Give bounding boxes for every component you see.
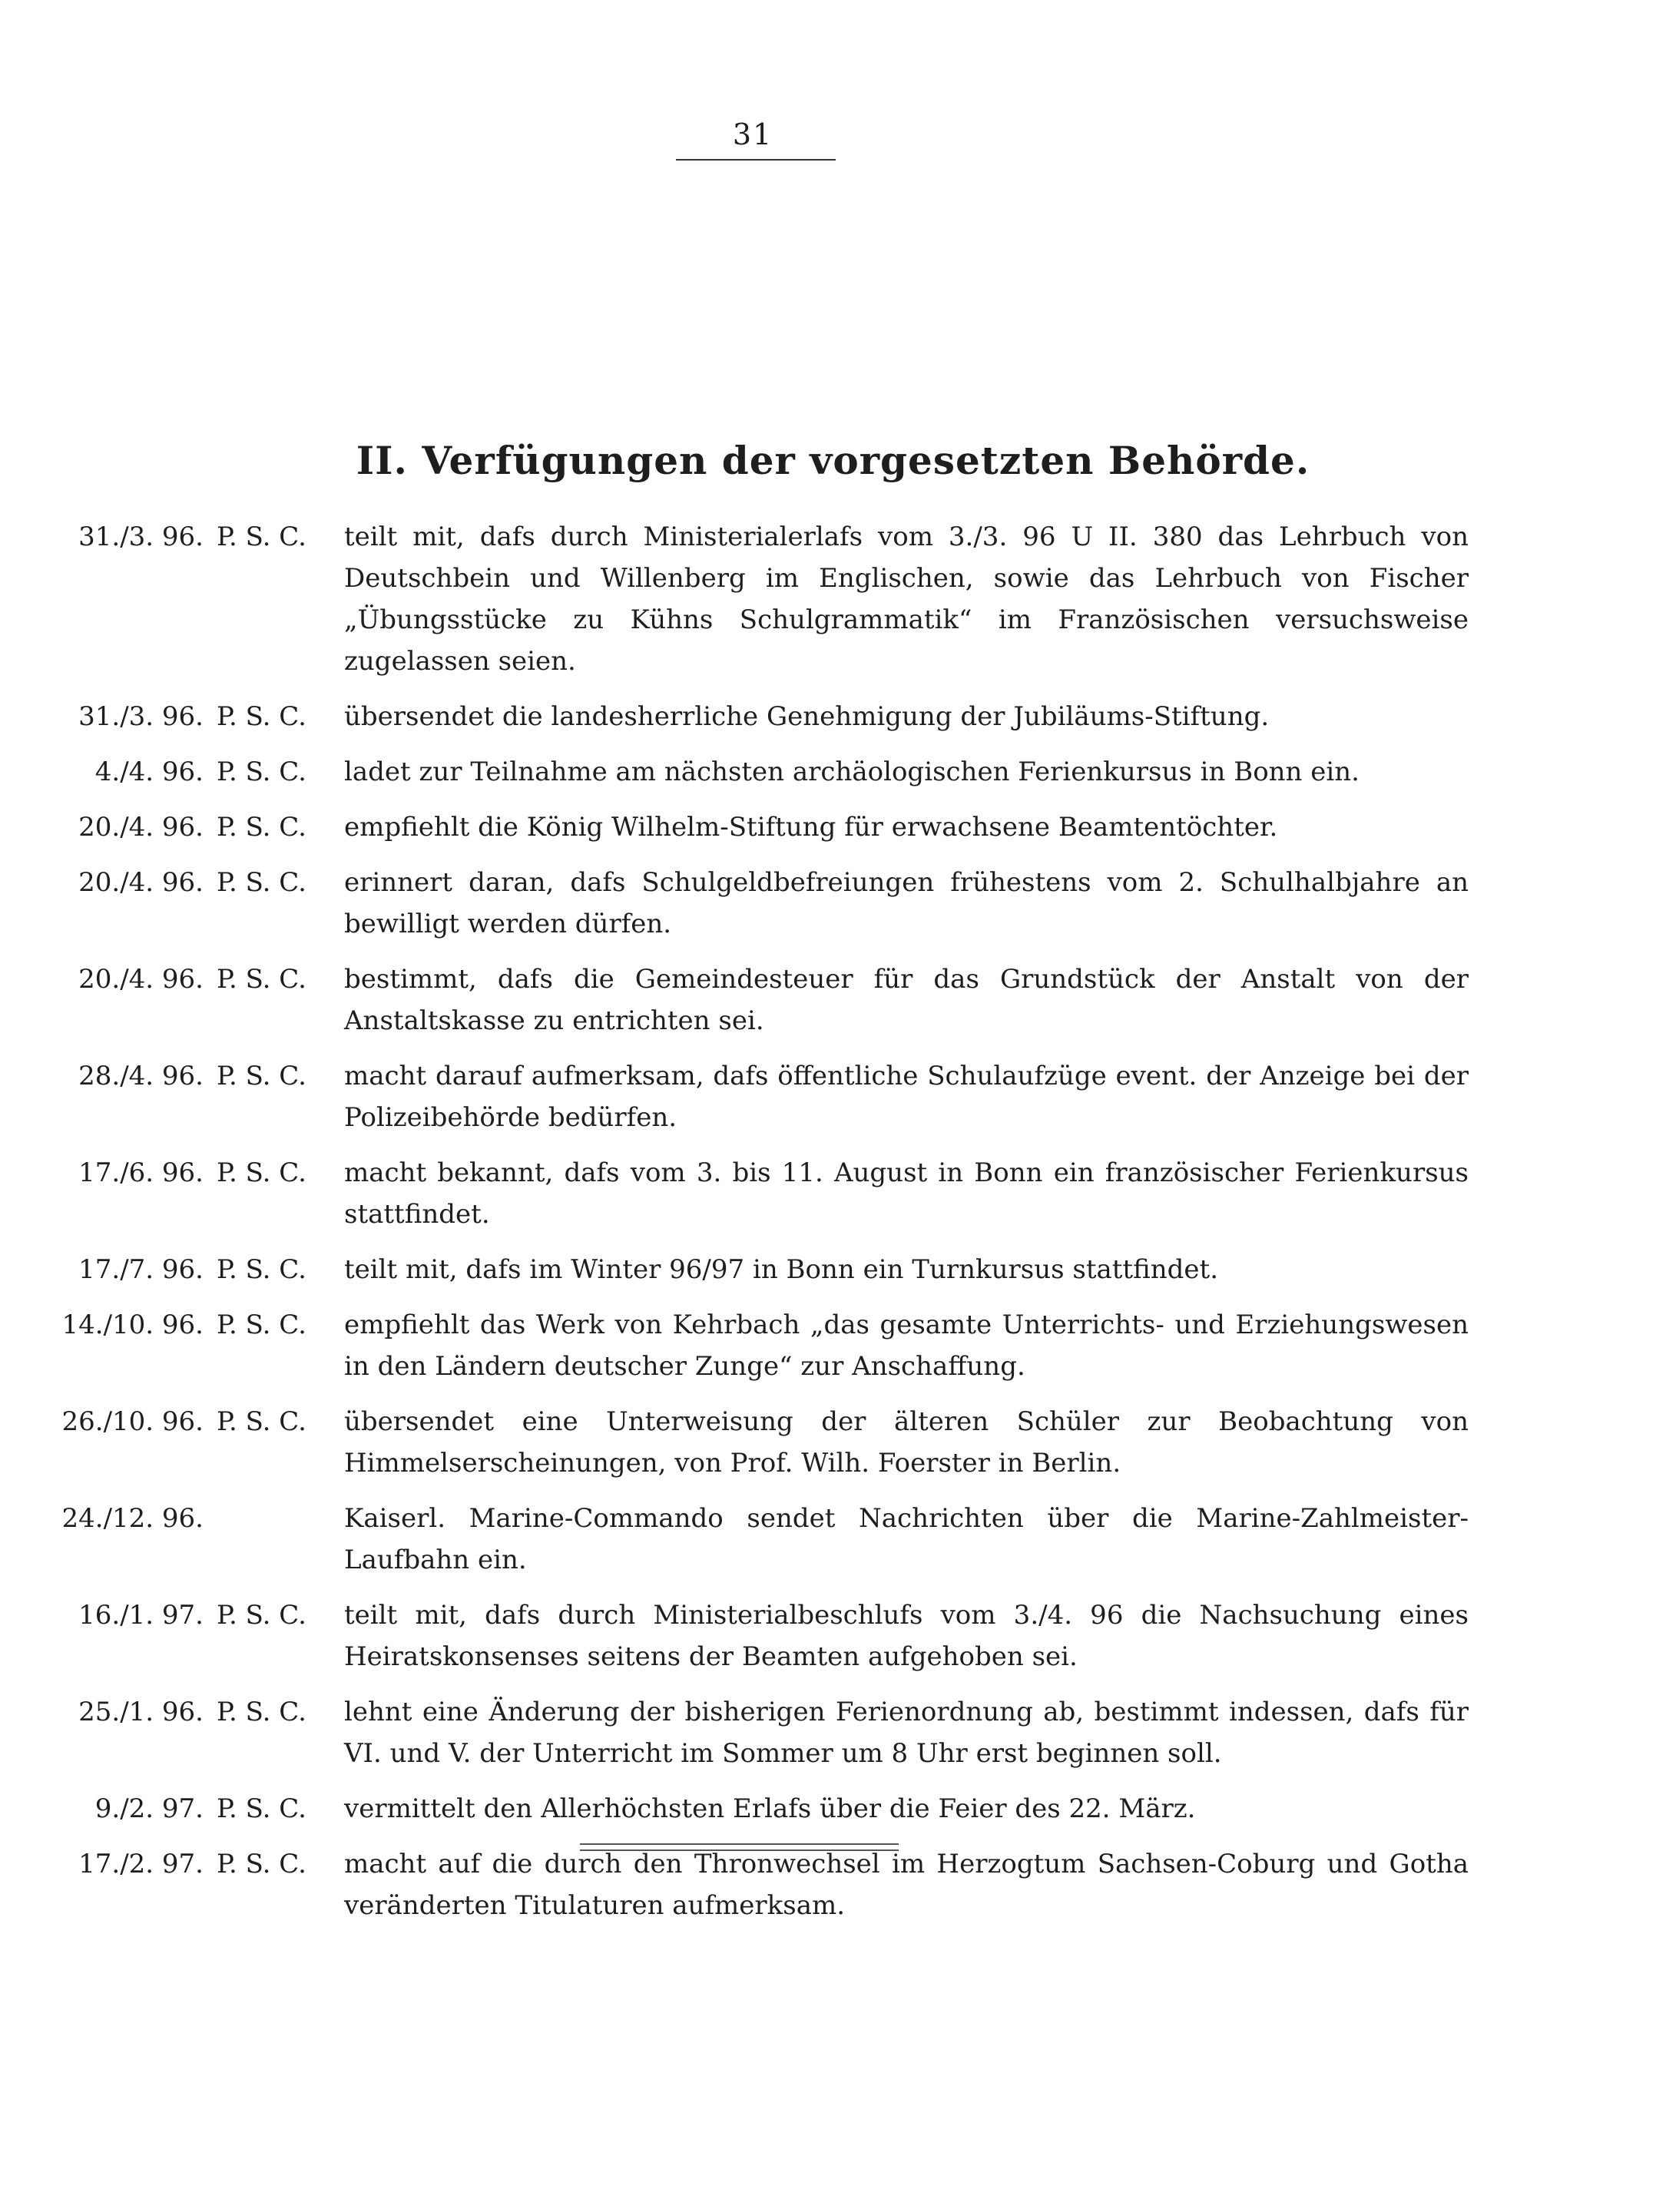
- entry-text: empfiehlt die König Wilhelm-Stiftung für erwachsene Beamtentöchter.: [344, 812, 1278, 843]
- decree-entry: [46, 1788, 1429, 1830]
- entry-text: erinnert daran, dafs Schulgeldbefreiungen frühestens vom 2. Schulhalbjahre an bewilligt werden dürfen.: [344, 867, 1469, 939]
- entry-text: macht bekannt, dafs vom 3. bis 11. August in Bonn ein französischer Ferienkursus stattfindet.: [344, 1157, 1469, 1230]
- entry-source: P. S. C.: [217, 1849, 306, 1879]
- entry-source: P. S. C.: [217, 1157, 306, 1188]
- entry-text: Kaiserl. Marine-Commando sendet Nachrichten über die Marine-Zahlmeister-Laufbahn ein.: [344, 1503, 1469, 1575]
- end-rule-bottom: [580, 1849, 899, 1851]
- decree-entry: [46, 1594, 1469, 1677]
- section-heading: II. Verfügungen der vorgesetzten Behörde.: [356, 438, 1310, 483]
- decree-entry: [46, 1843, 1469, 1926]
- entry-date: 31./3. 96.: [78, 522, 204, 552]
- entry-source: P. S. C.: [217, 1254, 306, 1285]
- decree-entry: [46, 959, 1469, 1041]
- entry-text: vermittelt den Allerhöchsten Erlafs über die Feier des 22. März.: [344, 1793, 1196, 1824]
- entry-date: 24./12. 96.: [61, 1503, 204, 1534]
- decree-entry: [46, 696, 1429, 737]
- entry-date: 20./4. 96.: [78, 867, 204, 898]
- entry-text: übersendet die landesherrliche Genehmigung der Jubiläums-Stiftung.: [344, 701, 1270, 732]
- entry-date: 4./4. 96.: [94, 757, 204, 787]
- decree-list: [46, 516, 1469, 1940]
- decree-entry: [46, 516, 1469, 682]
- decree-entry: [46, 1691, 1469, 1774]
- entry-text: bestimmt, dafs die Gemeindesteuer für das Grundstück der Anstalt von der Anstaltskasse zu entrichten sei.: [344, 964, 1469, 1036]
- entry-date: 14./10. 96.: [61, 1310, 204, 1340]
- decree-entry: [46, 806, 1429, 848]
- entry-text: lehnt eine Änderung der bisherigen Ferienordnung ab, bestimmt indessen, dafs für VI. und V. der Unterricht im Sommer um 8 Uhr erst beginnen soll.: [344, 1697, 1469, 1769]
- entry-source: P. S. C.: [217, 757, 306, 787]
- end-rule-top: [580, 1843, 899, 1845]
- entry-source: P. S. C.: [217, 522, 306, 552]
- entry-date: 20./4. 96.: [78, 812, 204, 843]
- entry-source: P. S. C.: [217, 1310, 306, 1340]
- decree-entry: [46, 751, 1429, 793]
- entry-source: P. S. C.: [217, 1061, 306, 1091]
- entry-date: 20./4. 96.: [78, 964, 204, 995]
- page-number: 31: [732, 118, 773, 151]
- entry-text: übersendet eine Unterweisung der älteren Schüler zur Beobachtung von Himmelserscheinungen, von Prof. Wilh. Foerster in Berlin.: [344, 1406, 1469, 1479]
- page-number-underline: [676, 159, 836, 161]
- entry-source: P. S. C.: [217, 1697, 306, 1727]
- entry-date: 26./10. 96.: [61, 1406, 204, 1437]
- entry-date: 17./7. 96.: [78, 1254, 204, 1285]
- entry-text: teilt mit, dafs durch Ministerialerlafs vom 3./3. 96 U II. 380 das Lehrbuch von Deutschbein und Willenberg im Englischen, sowie das Lehrbuch von Fischer „Übungsstücke zu Kühns Schulgrammatik“ im Französischen versuchsweise zugelassen seien.: [344, 522, 1469, 677]
- decree-entry: [46, 1498, 1469, 1581]
- decree-entry: [46, 1401, 1469, 1484]
- decree-entry: [46, 1304, 1469, 1387]
- entry-date: 28./4. 96.: [78, 1061, 204, 1091]
- entry-date: 17./2. 97.: [78, 1849, 204, 1879]
- entry-date: 9./2. 97.: [94, 1793, 204, 1824]
- entry-source: P. S. C.: [217, 701, 306, 732]
- entry-text: macht darauf aufmerksam, dafs öffentliche Schulaufzüge event. der Anzeige bei der Polizeibehörde bedürfen.: [344, 1061, 1469, 1133]
- entry-date: 25./1. 96.: [78, 1697, 204, 1727]
- entry-text: teilt mit, dafs im Winter 96/97 in Bonn ein Turnkursus stattfindet.: [344, 1254, 1219, 1285]
- entry-source: P. S. C.: [217, 1793, 306, 1824]
- decree-entry: [46, 1249, 1429, 1290]
- entry-date: 17./6. 96.: [78, 1157, 204, 1188]
- entry-source: P. S. C.: [217, 964, 306, 995]
- entry-text: teilt mit, dafs durch Ministerialbeschlufs vom 3./4. 96 die Nachsuchung eines Heiratskonsenses seitens der Beamten aufgehoben sei.: [344, 1600, 1469, 1672]
- entry-date: 16./1. 97.: [78, 1600, 204, 1631]
- decree-entry: [46, 862, 1469, 945]
- entry-source: P. S. C.: [217, 867, 306, 898]
- entry-text: empfiehlt das Werk von Kehrbach „das gesamte Unterrichts- und Erziehungswesen in den Ländern deutscher Zunge“ zur Anschaffung.: [344, 1310, 1469, 1382]
- entry-text: macht auf die durch den Thronwechsel im Herzogtum Sachsen-Coburg und Gotha veränderten Titulaturen aufmerksam.: [344, 1849, 1469, 1921]
- entry-source: P. S. C.: [217, 1406, 306, 1437]
- decree-entry: [46, 1055, 1469, 1138]
- decree-entry: [46, 1152, 1469, 1235]
- entry-source: P. S. C.: [217, 1600, 306, 1631]
- entry-source: P. S. C.: [217, 812, 306, 843]
- entry-text: ladet zur Teilnahme am nächsten archäologischen Ferienkursus in Bonn ein.: [344, 757, 1360, 787]
- entry-date: 31./3. 96.: [78, 701, 204, 732]
